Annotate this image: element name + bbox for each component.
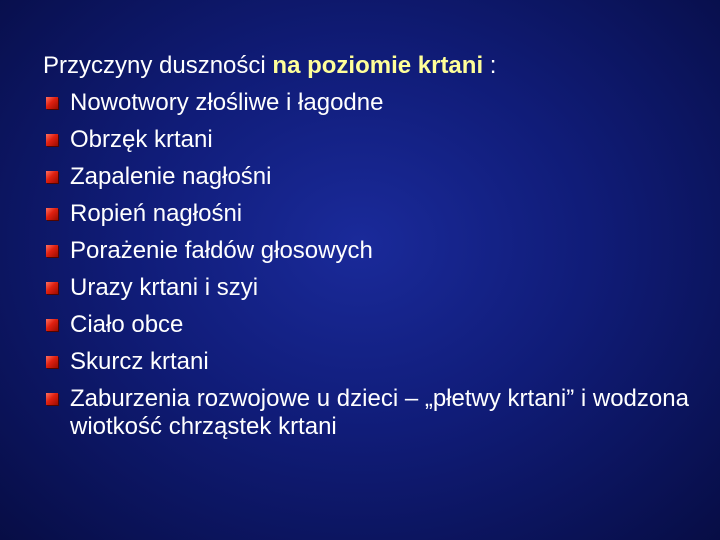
red-square-bullet-icon [46, 97, 58, 109]
heading-prefix: Przyczyny duszności [43, 52, 273, 79]
red-square-bullet-icon [46, 245, 58, 257]
list-item-text: Zapalenie nagłośni [70, 163, 272, 190]
list-item [43, 126, 703, 154]
bullet-list [43, 89, 703, 450]
slide-heading [43, 52, 496, 80]
red-square-bullet-icon [46, 208, 58, 220]
list-item-text: Zaburzenia rozwojowe u dzieci – „płetwy krtani” i wodzona wiotkość chrząstek krtani [70, 385, 689, 440]
heading-suffix: : [483, 52, 497, 79]
list-item [43, 348, 703, 376]
list-item [43, 237, 703, 265]
list-item [43, 311, 703, 339]
list-item-text: Skurcz krtani [70, 348, 209, 375]
list-item-text: Urazy krtani i szyi [70, 274, 259, 301]
list-item [43, 163, 703, 191]
list-item [43, 274, 703, 302]
list-item-text: Ropień nagłośni [70, 200, 243, 227]
heading-highlight: na poziomie krtani [272, 52, 484, 79]
red-square-bullet-icon [46, 393, 58, 405]
red-square-bullet-icon [46, 282, 58, 294]
list-item-text: Ciało obce [70, 311, 184, 338]
list-item [43, 385, 703, 441]
red-square-bullet-icon [46, 319, 58, 331]
list-item-text: Obrzęk krtani [70, 126, 213, 153]
list-item [43, 200, 703, 228]
list-item-text: Nowotwory złośliwe i łagodne [70, 89, 384, 116]
red-square-bullet-icon [46, 171, 58, 183]
red-square-bullet-icon [46, 134, 58, 146]
list-item [43, 89, 703, 117]
list-item-text: Porażenie fałdów głosowych [70, 237, 373, 264]
red-square-bullet-icon [46, 356, 58, 368]
